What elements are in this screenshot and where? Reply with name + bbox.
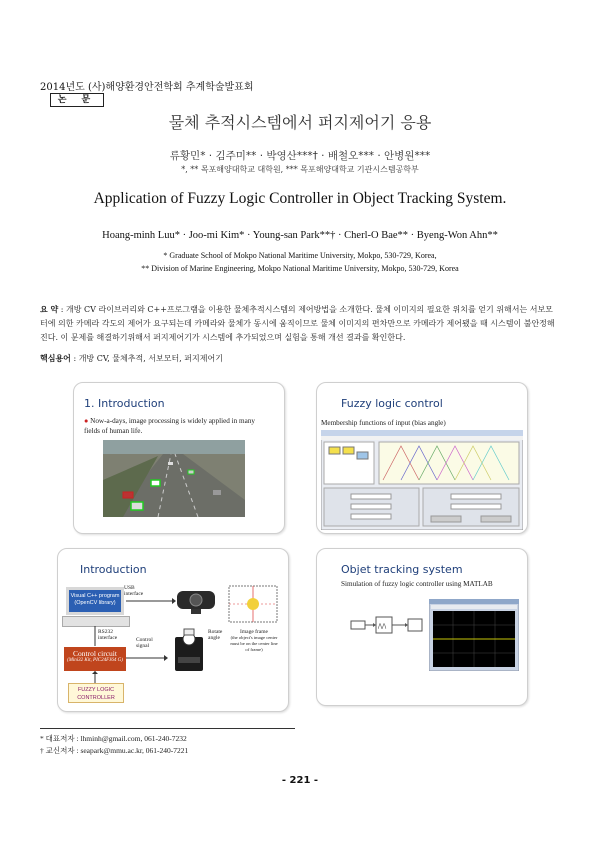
panel-caption: Simulation of fuzzy logic controller using MATLAB <box>341 580 493 588</box>
panel-object-tracking <box>316 548 528 706</box>
english-affiliation-1: * Graduate School of Mokpo National Maritime University, Mokpo, 530-729, Korea, <box>163 251 437 260</box>
control-circuit-label: Control circuit <box>73 649 117 658</box>
image-frame-caption <box>228 629 280 653</box>
panel-title: Fuzzy logic control <box>341 397 443 410</box>
keywords <box>40 353 223 364</box>
control-signal-label: Control signal <box>136 637 153 649</box>
korean-title: 물체 추적시스템에서 퍼지제어기 응용 <box>168 113 432 132</box>
conference-name: 2014년도 (사)해양환경안전학회 추계학술발표회 <box>40 82 254 93</box>
keywords-label: 핵심용어 <box>40 353 71 363</box>
footnote-corresponding-author: † 교신저자 : seapark@mmu.ac.kr, 061-240-7221 <box>40 746 189 755</box>
panel-caption: Membership functions of input (bias angle) <box>321 419 446 427</box>
scope-window <box>429 599 519 671</box>
servo-motor-icon <box>170 627 210 677</box>
control-circuit-box <box>64 647 126 671</box>
panel-bullet <box>84 416 269 436</box>
webcam-icon <box>175 587 217 615</box>
fuzzy-arrow-icon <box>90 671 100 683</box>
panel-title: 1. Introduction <box>84 397 165 410</box>
control-circuit-sub: (Mini32 Kit, PIC24FJ64 G) <box>67 658 123 663</box>
simulink-model-diagram <box>349 605 427 645</box>
bullet-text: Now-a-days, image processing is widely applied in many fields of human life. <box>84 417 256 435</box>
rs232-label: RS232 interface <box>98 629 118 641</box>
bullet-icon: ● <box>84 417 89 425</box>
panel-introduction-2 <box>57 548 289 712</box>
control-signal-arrow-icon <box>126 653 168 663</box>
keywords-text: : 개방 CV, 물체추적, 서보모터, 퍼지제어기 <box>73 354 223 363</box>
abstract <box>40 302 560 345</box>
english-title: Application of Fuzzy Logic Controller in Object Tracking System. <box>93 190 507 207</box>
image-frame-icon <box>228 585 278 623</box>
korean-affiliation: *, ** 목포해양대학교 대학원, *** 목포해양대학교 기관시스템공학부 <box>181 165 419 174</box>
english-authors: Hoang-minh Luu* · Joo-mi Kim* · Young-san Park**† · Cherl-O Bae** · Byeng-Won Ahn** <box>102 230 498 241</box>
road-traffic-image <box>103 440 245 517</box>
matlab-fuzzy-toolbox-screenshot <box>321 430 523 530</box>
page-number: - 221 - <box>281 775 319 786</box>
footnote-corresponding-first: * 대표저자 : lhminh@gmail.com, 061-240-7232 <box>40 734 187 743</box>
korean-authors: 류황민* · 김주미** · 박영산***† · 배철오*** · 안병원*** <box>169 150 431 162</box>
paper-type-tag: 논 문 <box>50 93 104 107</box>
fuzzy-controller-box: FUZZY LOGIC CONTROLLER <box>68 683 124 703</box>
pc-program-label: Visual C++ program (OpenCV library) <box>70 593 120 606</box>
english-affiliation-2: ** Division of Marine Engineering, Mokpo National Maritime University, Mokpo, 530-729, Korea <box>141 264 459 273</box>
abstract-label: 요 약 <box>40 304 59 314</box>
image-frame-label: Image frame <box>240 629 268 635</box>
panel-title: Introduction <box>80 563 147 576</box>
svg-text:/\/\: /\/\ <box>378 623 387 630</box>
panel-title: Objet tracking system <box>341 563 463 576</box>
abstract-text: : 개방 CV 라이브러리와 C++프로그램을 이용한 물체추적시스템의 제어방법을 소개한다. 물체 이미지의 필요한 위치를 얻기 위해서는 서보모터에 의한 카메라 각도의 제어가 요구되는데 카메라와 물체가 동시에 움직이므로 물체 이미지의 편차만으로 카메라가 제어됐을 때 시스템이 불안정해진다. 이 문제를 해결하기위해서 퍼지제어기가 시스템에 추가되었으며 실험을 통해 개선 결과를 확인한다. <box>40 305 555 342</box>
footnote-divider <box>40 728 295 729</box>
usb-label: USB interface <box>124 585 144 597</box>
image-frame-note: (the object's image center must be on the center line of frame) <box>230 635 278 652</box>
panel-fuzzy-logic <box>316 382 528 534</box>
panel-introduction-1 <box>73 382 285 534</box>
pc-monitor <box>66 587 124 615</box>
rotate-angle-label: Rotate angle <box>208 629 223 641</box>
